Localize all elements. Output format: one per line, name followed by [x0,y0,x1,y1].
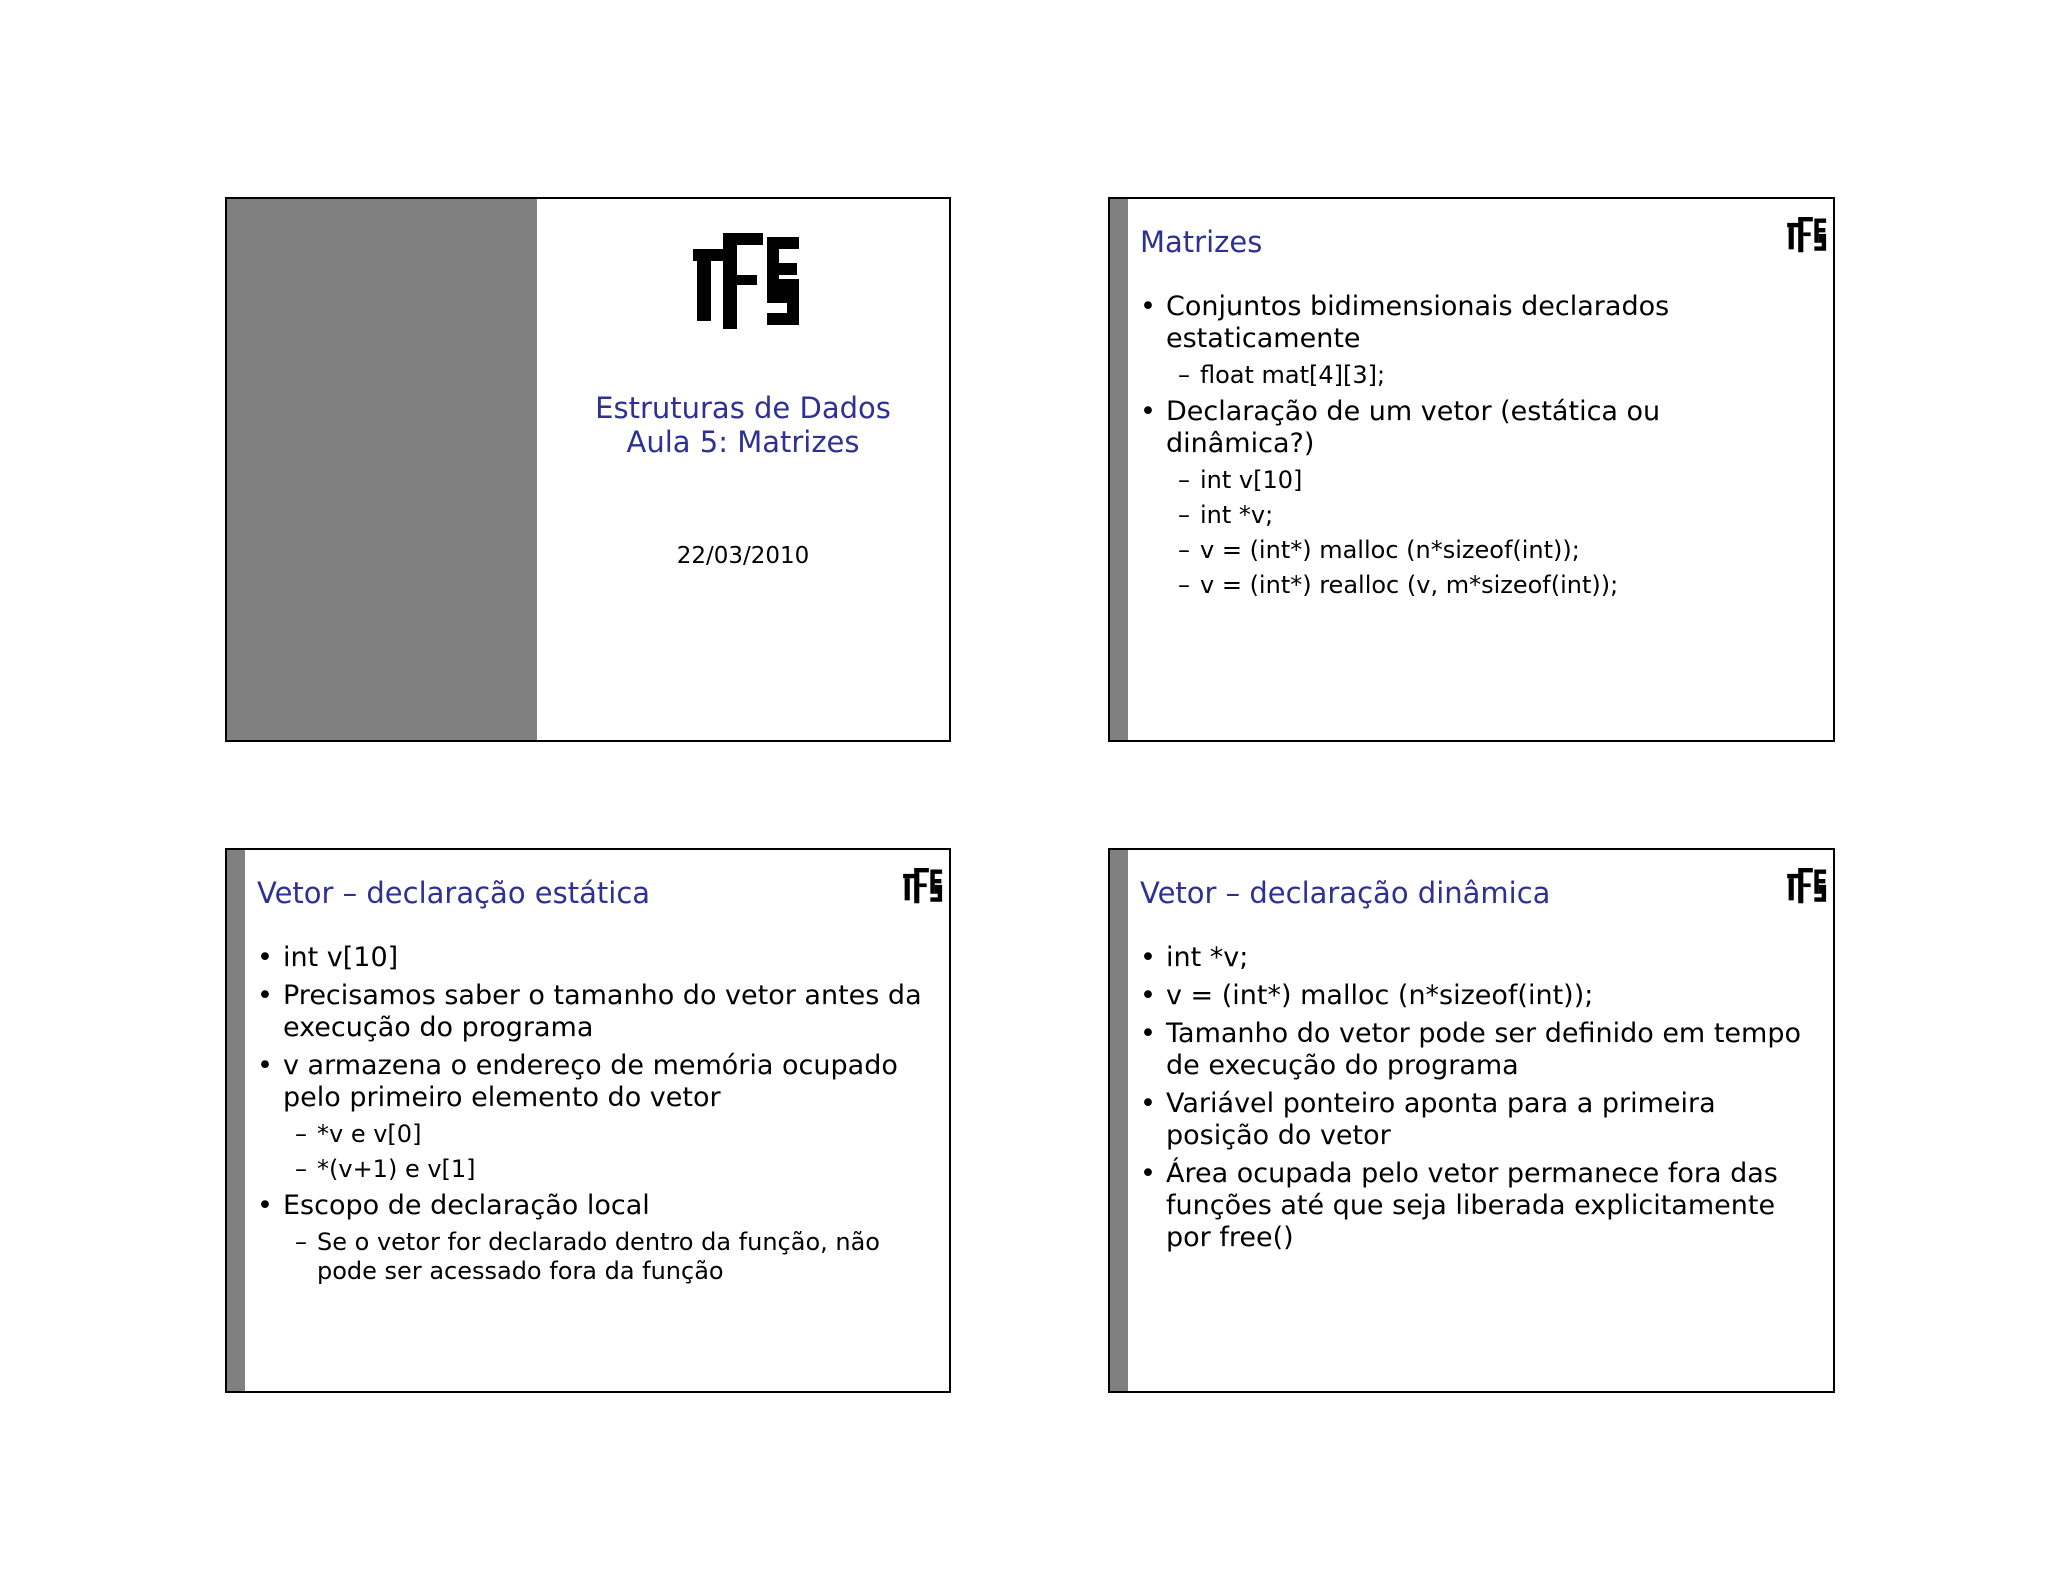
sub-bullet-text: int *v; [1200,501,1274,529]
slide-vetor-estatica [225,848,951,1393]
slide-sidebar [227,850,245,1391]
slide-sidebar [227,199,537,740]
sub-bullet-item [257,1155,931,1184]
bullet-text: Tamanho do vetor pode ser definido em tempo de execução do programa [1166,1018,1801,1081]
bullet-item [1140,396,1815,460]
sub-bullet-item [257,1120,931,1149]
bullet-icon: • [1140,396,1156,427]
sub-bullet-item [257,1228,931,1286]
sub-bullet-text: *v e v[0] [317,1120,422,1148]
bullet-item [257,942,931,974]
sub-bullet-item [1140,466,1815,495]
bullet-item [257,980,931,1044]
slide-title: Vetor – declaração dinâmica [1140,876,1551,910]
bullet-icon: • [257,1190,273,1221]
bullet-icon: • [257,942,273,973]
bullet-text: v armazena o endereço de memória ocupado pelo primeiro elemento do vetor [283,1050,898,1113]
sub-bullet-item [1140,536,1815,565]
dash-icon: – [1178,361,1190,389]
dash-icon: – [295,1228,307,1256]
sub-bullet-text: int v[10] [1200,466,1303,494]
ufes-logo-icon [693,233,801,331]
dash-icon: – [295,1155,307,1183]
bullet-icon: • [1140,942,1156,973]
ufes-logo-icon [1787,217,1827,253]
bullet-item [1140,291,1815,355]
ufes-logo-icon [903,868,943,904]
sub-bullet-text: v = (int*) realloc (v, m*sizeof(int)); [1200,571,1619,599]
bullet-item [1140,1018,1815,1082]
bullet-item [257,1050,931,1114]
dash-icon: – [1178,571,1190,599]
bullet-icon: • [1140,291,1156,322]
bullet-text: Escopo de declaração local [283,1190,650,1221]
bullet-icon: • [1140,1158,1156,1189]
presentation-title-line2: Aula 5: Matrizes [626,425,860,459]
bullet-text: Área ocupada pelo vetor permanece fora das funções até que seja liberada explicitamente por free() [1166,1158,1778,1253]
bullet-text: v = (int*) malloc (n*sizeof(int)); [1166,980,1594,1011]
bullet-text: Conjuntos bidimensionais declarados estaticamente [1166,291,1670,354]
bullet-text: Declaração de um vetor (estática ou dinâmica?) [1166,396,1661,459]
sub-bullet-item [1140,361,1815,390]
bullet-text: Precisamos saber o tamanho do vetor antes da execução do programa [283,980,922,1043]
bullet-item [1140,942,1815,974]
bullet-icon: • [257,1050,273,1081]
bullet-icon: • [257,980,273,1011]
bullet-item [1140,1158,1815,1254]
bullet-icon: • [1140,1018,1156,1049]
bullet-text: Variável ponteiro aponta para a primeira posição do vetor [1166,1088,1716,1151]
dash-icon: – [295,1120,307,1148]
bullet-text: int *v; [1166,942,1249,973]
slide-title-page [225,197,951,742]
slide-title: Matrizes [1140,225,1263,259]
slide-matrizes [1108,197,1835,742]
slide-title: Vetor – declaração estática [257,876,651,910]
dash-icon: – [1178,466,1190,494]
dash-icon: – [1178,536,1190,564]
bullet-icon: • [1140,1088,1156,1119]
sub-bullet-text: float mat[4][3]; [1200,361,1386,389]
sub-bullet-text: v = (int*) malloc (n*sizeof(int)); [1200,536,1580,564]
bullet-text: int v[10] [283,942,399,973]
sub-bullet-item [1140,571,1815,600]
bullet-item [1140,1088,1815,1152]
sub-bullet-text: Se o vetor for declarado dentro da função, não pode ser acessado fora da função [317,1228,880,1285]
presentation-title-line1: Estruturas de Dados [595,391,891,425]
presentation-date: 22/03/2010 [676,543,810,569]
sub-bullet-text: *(v+1) e v[1] [317,1155,476,1183]
bullet-item [1140,980,1815,1012]
dash-icon: – [1178,501,1190,529]
sub-bullet-item [1140,501,1815,530]
ufes-logo-icon [1787,868,1827,904]
slide-sidebar [1110,850,1128,1391]
bullet-item [257,1190,931,1222]
bullet-icon: • [1140,980,1156,1011]
slide-sidebar [1110,199,1128,740]
slide-vetor-dinamica [1108,848,1835,1393]
